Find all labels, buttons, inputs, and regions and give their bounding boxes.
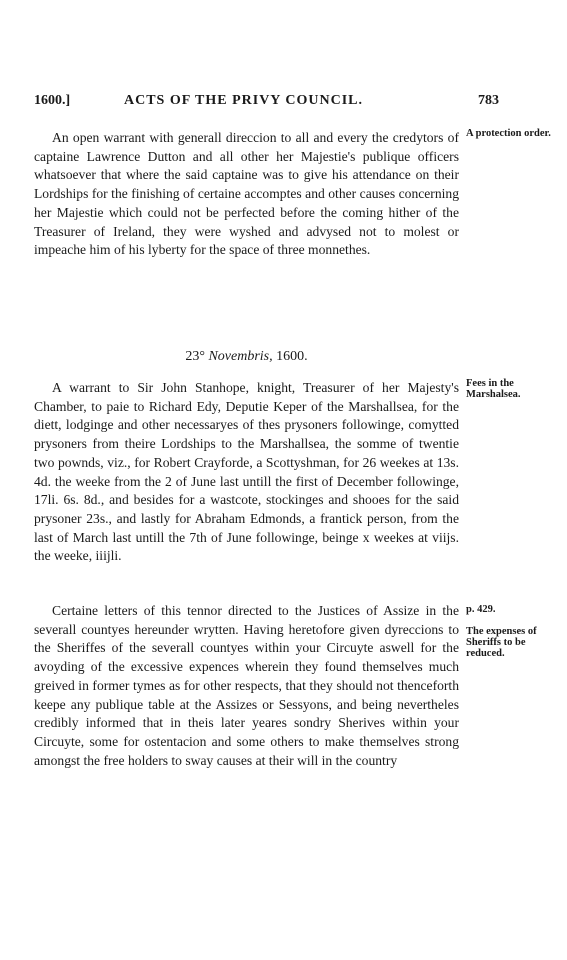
- dateline-month: Novembris,: [208, 349, 273, 364]
- dateline: [34, 349, 459, 365]
- margin-page-reference: p. 429.: [466, 604, 496, 615]
- page-number: 783: [478, 93, 499, 108]
- paragraph-protection-order: [34, 129, 459, 260]
- margin-note-marshalsea-fees: Fees in the Marshalsea.: [466, 378, 521, 400]
- margin-note-protection-order: A protection order.: [466, 128, 551, 139]
- header-year: 1600.]: [34, 93, 71, 108]
- dateline-year: 1600.: [276, 349, 308, 364]
- paragraph-text: An open warrant with generall direccion to all and every the credytors of captaine Lawrence Dutton and all other her Majestie's publique officers whatsoever that where the said captaine was to give his attendance on their Lordships for the finishing of certaine accomptes and other causes concerning her Majestie which could not be perfected before the coming hither of the Treasurer of Ireland, they were wyshed and advysed not to molest or impeache him of his lyberty for the space of three monnethes.: [34, 130, 459, 258]
- paragraph-letters-to-justices: [34, 602, 459, 770]
- header-title: ACTS OF THE PRIVY COUNCIL.: [124, 93, 364, 108]
- margin-note-sheriffs-expenses: The expenses of Sheriffs to be reduced.: [466, 626, 537, 659]
- paragraph-text: A warrant to Sir John Stanhope, knight, Treasurer of her Majesty's Chamber, to paie to Richard Edy, Deputie Keper of the Marshallsea, for the diett, lodginge and other necessaryes of thes prysoners followinge, comytted prysoners from theire Lordships to the Marshallsea, the somme of twentie two pownds, viz., for Robert Crayforde, a Scottyshman, for 26 weekes at 13s. 4d. the weeke from the 2 of June last untill the first of December followinge, 17li. 6s. 8d., and besides for a wastcote, stockinges and shooes for the said prysoner 23s., and lastly for Abraham Edmonds, a frantick person, from the last of March last untill the 7th of June followinge, beinge x weekes at viijs. the weeke, iiijli.: [34, 380, 459, 564]
- running-header: [34, 93, 499, 113]
- paragraph-marshalsea-warrant: [34, 379, 459, 566]
- paragraph-text: Certaine letters of this tennor directed to the Justices of Assize in the severall countyes hereunder wrytten. Having heretofore given dyreccions to the Sheriffes of the severall countyes within your Circuyte aswell for the avoyding of the excessive expences wherein they found themselves much greived in former tymes as for other respects, that they should not thenceforth keepe any publique table at the Assizes or Sessyons, and being nevertheles credibly informed that in theis later yeares sondry Sherives within your Circuyte, some for ostentacion and some others to make themselves strong amongst the free holders to sway causes at their will in the country: [34, 603, 459, 768]
- dateline-day: 23°: [185, 349, 205, 364]
